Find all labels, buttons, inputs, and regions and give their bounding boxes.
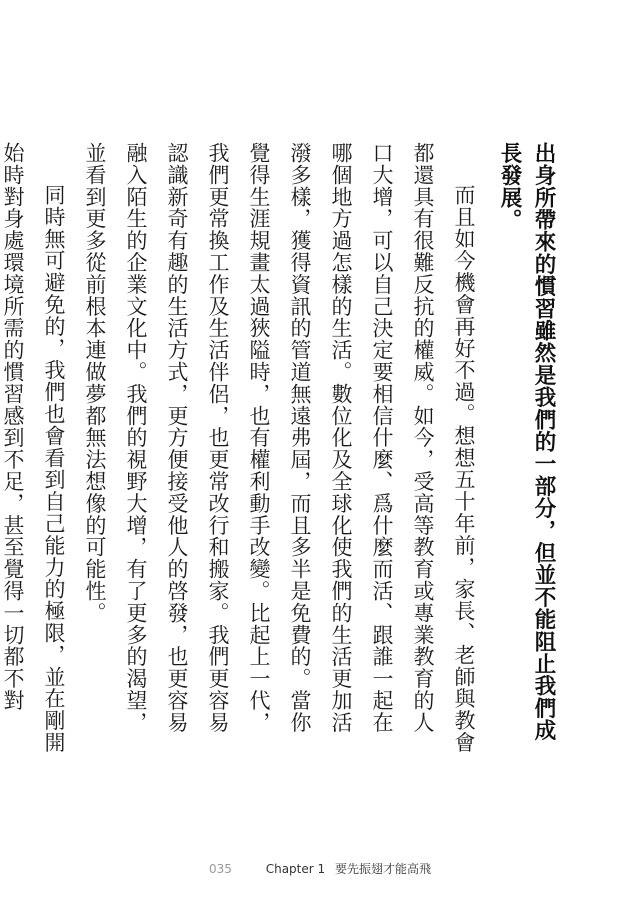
paragraph-2: 同時無可避免的，我們也會看到自己能力的極限，並在剛開始時對身處環境所需的慣習感到不足，甚至覺得一切都不對 xyxy=(1,142,66,754)
paragraph-1: 而且如今機會再好不過。想想五十年前，家長、老師與教會都還具有很難反抗的權威。如今，受高等教育或專業教育的人口大增，可以自己決定要相信什麼、爲什麼而活、跟誰一起在哪個地方過怎樣的生活。數位化及全球化使我們的生活更加活潑多樣，獲得資訊的管道無遠弗屆，而且多半是免費的。當你覺得生涯規畫太過狹隘時，也有權利動手改變。比起上一代，我們更常換工作及生活伴侶，也更常改行和搬家。我們更容易認識新奇有趣的生活方式，更方便接受他人的啓發，也更容易融入陌生的企業文化中。我們的視野大增，有了更多的渴望，並看到更多從前根本連做夢都無法想像的可能性。 xyxy=(83,142,476,754)
section-headline: 出身所帶來的慣習雖然是我們的一部分，但並不能阻止我們成長發展。 xyxy=(497,142,556,742)
vertical-text-block xyxy=(0,142,560,754)
chapter-title: 要先振翅才能高飛 xyxy=(334,862,431,876)
chapter-label: Chapter 1 xyxy=(265,862,326,876)
page-number: 035 xyxy=(208,862,232,876)
page-footer xyxy=(0,860,640,877)
